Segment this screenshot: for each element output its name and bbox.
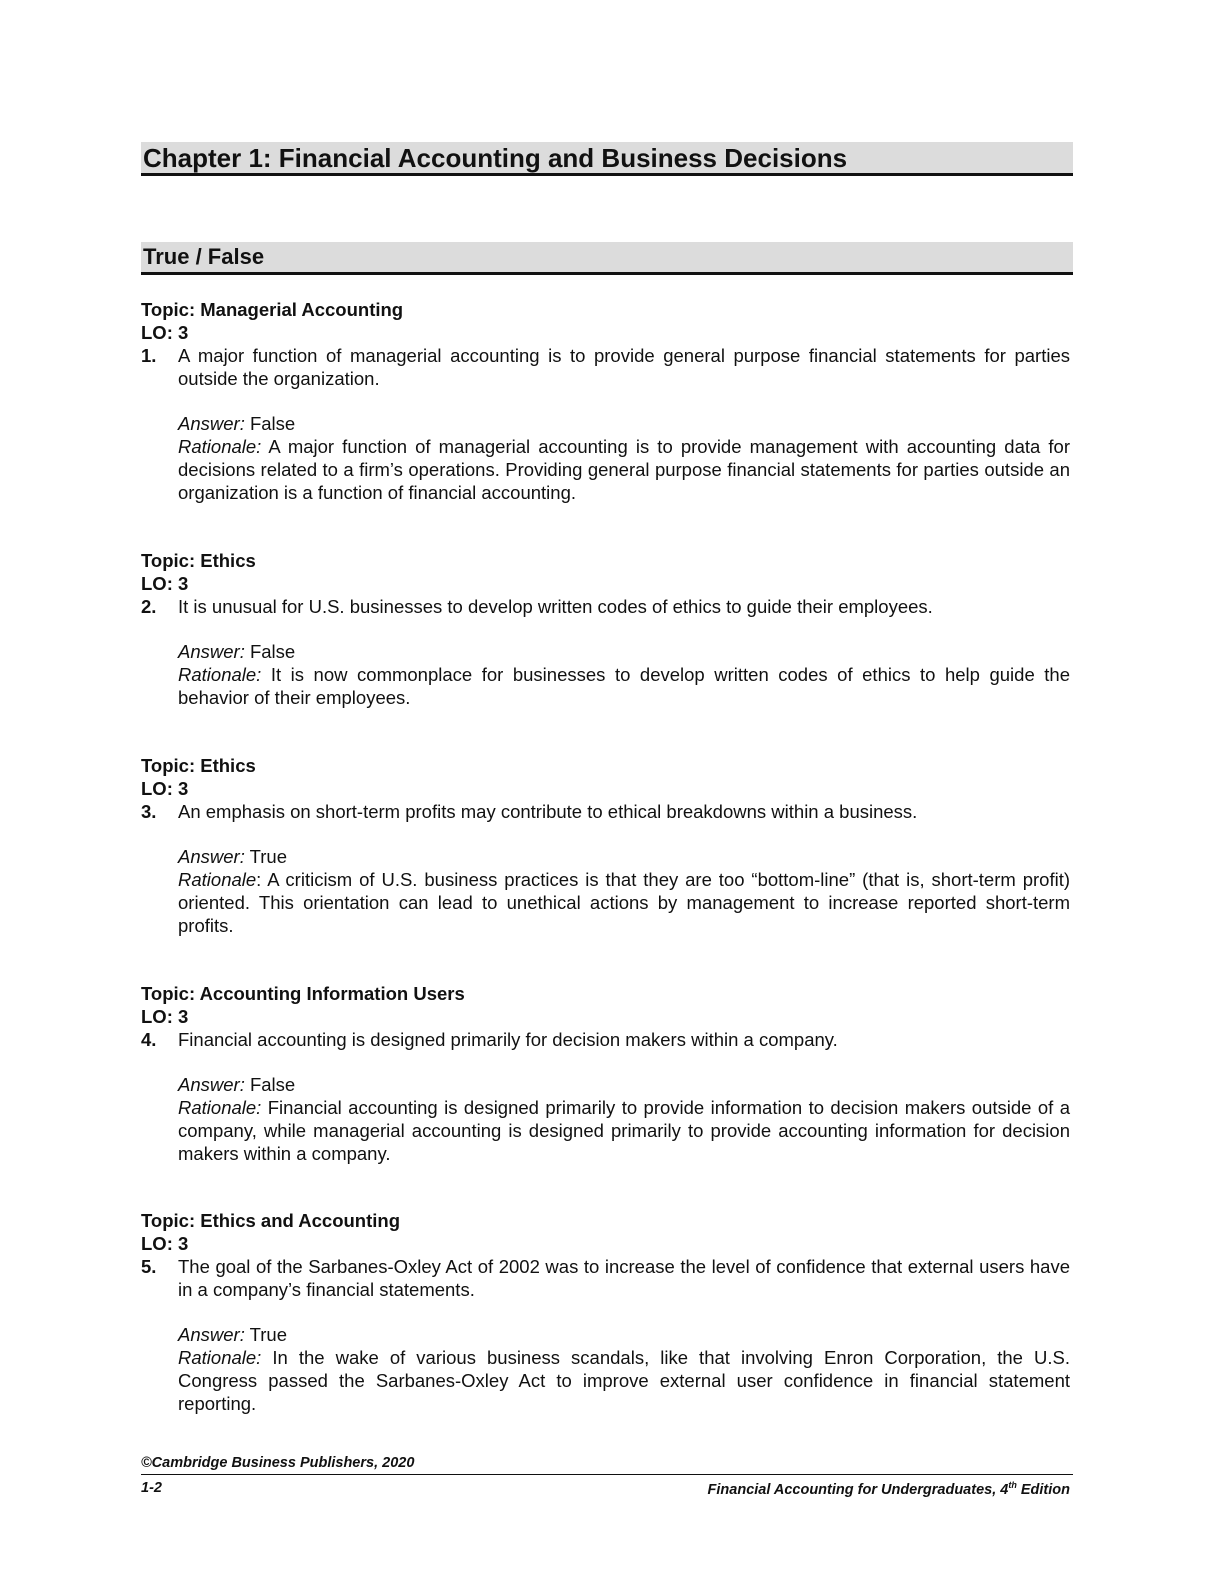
question-number: 3.: [141, 801, 157, 822]
rationale-label: Rationale: [178, 869, 257, 890]
learning-objective: LO: 3: [141, 778, 189, 799]
answer-label: Answer:: [178, 1074, 245, 1095]
answer-block: [178, 412, 1070, 504]
answer-value: False: [244, 413, 296, 434]
rationale-label: Rationale:: [178, 1347, 262, 1368]
footer-copyright: ©Cambridge Business Publishers, 2020: [141, 1455, 415, 1471]
rationale-text: In the wake of various business scandals, like that involving Enron Corporation, the U.S. Congress passed the Sarbanes-Oxley Act to improve external user confidence in financial statement reporting.: [178, 1347, 1070, 1414]
question-text: The goal of the Sarbanes-Oxley Act of 2002 was to increase the level of confidence that external users have in a company’s financial statements.: [178, 1256, 1070, 1300]
question-number: 4.: [141, 1029, 157, 1050]
question-text: It is unusual for U.S. businesses to develop written codes of ethics to guide their employees.: [178, 596, 933, 617]
chapter-header-bar: [141, 142, 1073, 176]
chapter-title: Chapter 1: Financial Accounting and Business Decisions: [143, 143, 848, 173]
question-topic: Topic: Ethics and Accounting: [141, 1210, 400, 1231]
answer-block: [178, 1073, 1070, 1165]
page-number: 1-2: [141, 1480, 162, 1496]
question-topic: Topic: Accounting Information Users: [141, 983, 465, 1004]
rationale-label: Rationale:: [178, 1097, 262, 1118]
section-header-bar: [141, 242, 1073, 275]
answer-label: Answer:: [178, 413, 245, 434]
question-number: 2.: [141, 596, 157, 617]
learning-objective: LO: 3: [141, 1233, 189, 1254]
question-number: 1.: [141, 345, 157, 366]
learning-objective: LO: 3: [141, 322, 189, 343]
rationale-text: A major function of managerial accounting is to provide management with accounting data for decisions related to a firm’s operations. Providing general purpose financial statements for parties outside an organization is a function of financial accounting.: [178, 436, 1070, 503]
rationale-text: : A criticism of U.S. business practices is that they are too “bottom-line” (that is, short-term profit) oriented. This orientation can lead to unethical actions by management to increase reported short-term profits.: [178, 869, 1070, 936]
answer-label: Answer:: [178, 641, 245, 662]
answer-value: False: [244, 1074, 296, 1095]
answer-block: [178, 845, 1070, 937]
rationale-label: Rationale:: [178, 664, 262, 685]
question-item: [141, 549, 1073, 709]
question-topic: Topic: Ethics: [141, 550, 256, 571]
rationale-text: Financial accounting is designed primarily to provide information to decision makers outside of a company, while managerial accounting is designed primarily to provide accounting information for decision makers within a company.: [178, 1097, 1070, 1164]
question-item: [141, 982, 1073, 1165]
question-item: [141, 754, 1073, 937]
question-topic: Topic: Managerial Accounting: [141, 299, 404, 320]
answer-value: True: [244, 846, 287, 867]
question-item: [141, 1209, 1073, 1415]
answer-value: False: [244, 641, 296, 662]
edition-word: Edition: [1016, 1481, 1070, 1498]
learning-objective: LO: 3: [141, 573, 189, 594]
question-number: 5.: [141, 1256, 157, 1277]
answer-label: Answer:: [178, 846, 245, 867]
answer-value: True: [244, 1324, 287, 1345]
section-title: True / False: [143, 244, 265, 269]
edition-superscript: th: [1008, 1480, 1017, 1490]
question-text: A major function of managerial accounting is to provide general purpose financial statements for parties outside the organization.: [178, 345, 1070, 389]
question-text: Financial accounting is designed primarily for decision makers within a company.: [178, 1029, 838, 1050]
question-item: [141, 298, 1073, 504]
rationale-label: Rationale:: [178, 436, 262, 457]
answer-label: Answer:: [178, 1324, 245, 1345]
answer-block: [178, 1323, 1070, 1415]
document-page: [141, 0, 1073, 1584]
footer-book-title: [708, 1480, 1070, 1498]
learning-objective: LO: 3: [141, 1006, 189, 1027]
question-text: An emphasis on short-term profits may contribute to ethical breakdowns within a business.: [178, 801, 918, 822]
question-topic: Topic: Ethics: [141, 755, 256, 776]
answer-block: [178, 640, 1070, 709]
footer-divider: [141, 1474, 1073, 1475]
book-title-text: Financial Accounting for Undergraduates, 4: [707, 1481, 1009, 1498]
rationale-text: It is now commonplace for businesses to develop written codes of ethics to help guide the behavior of their employees.: [178, 664, 1070, 708]
